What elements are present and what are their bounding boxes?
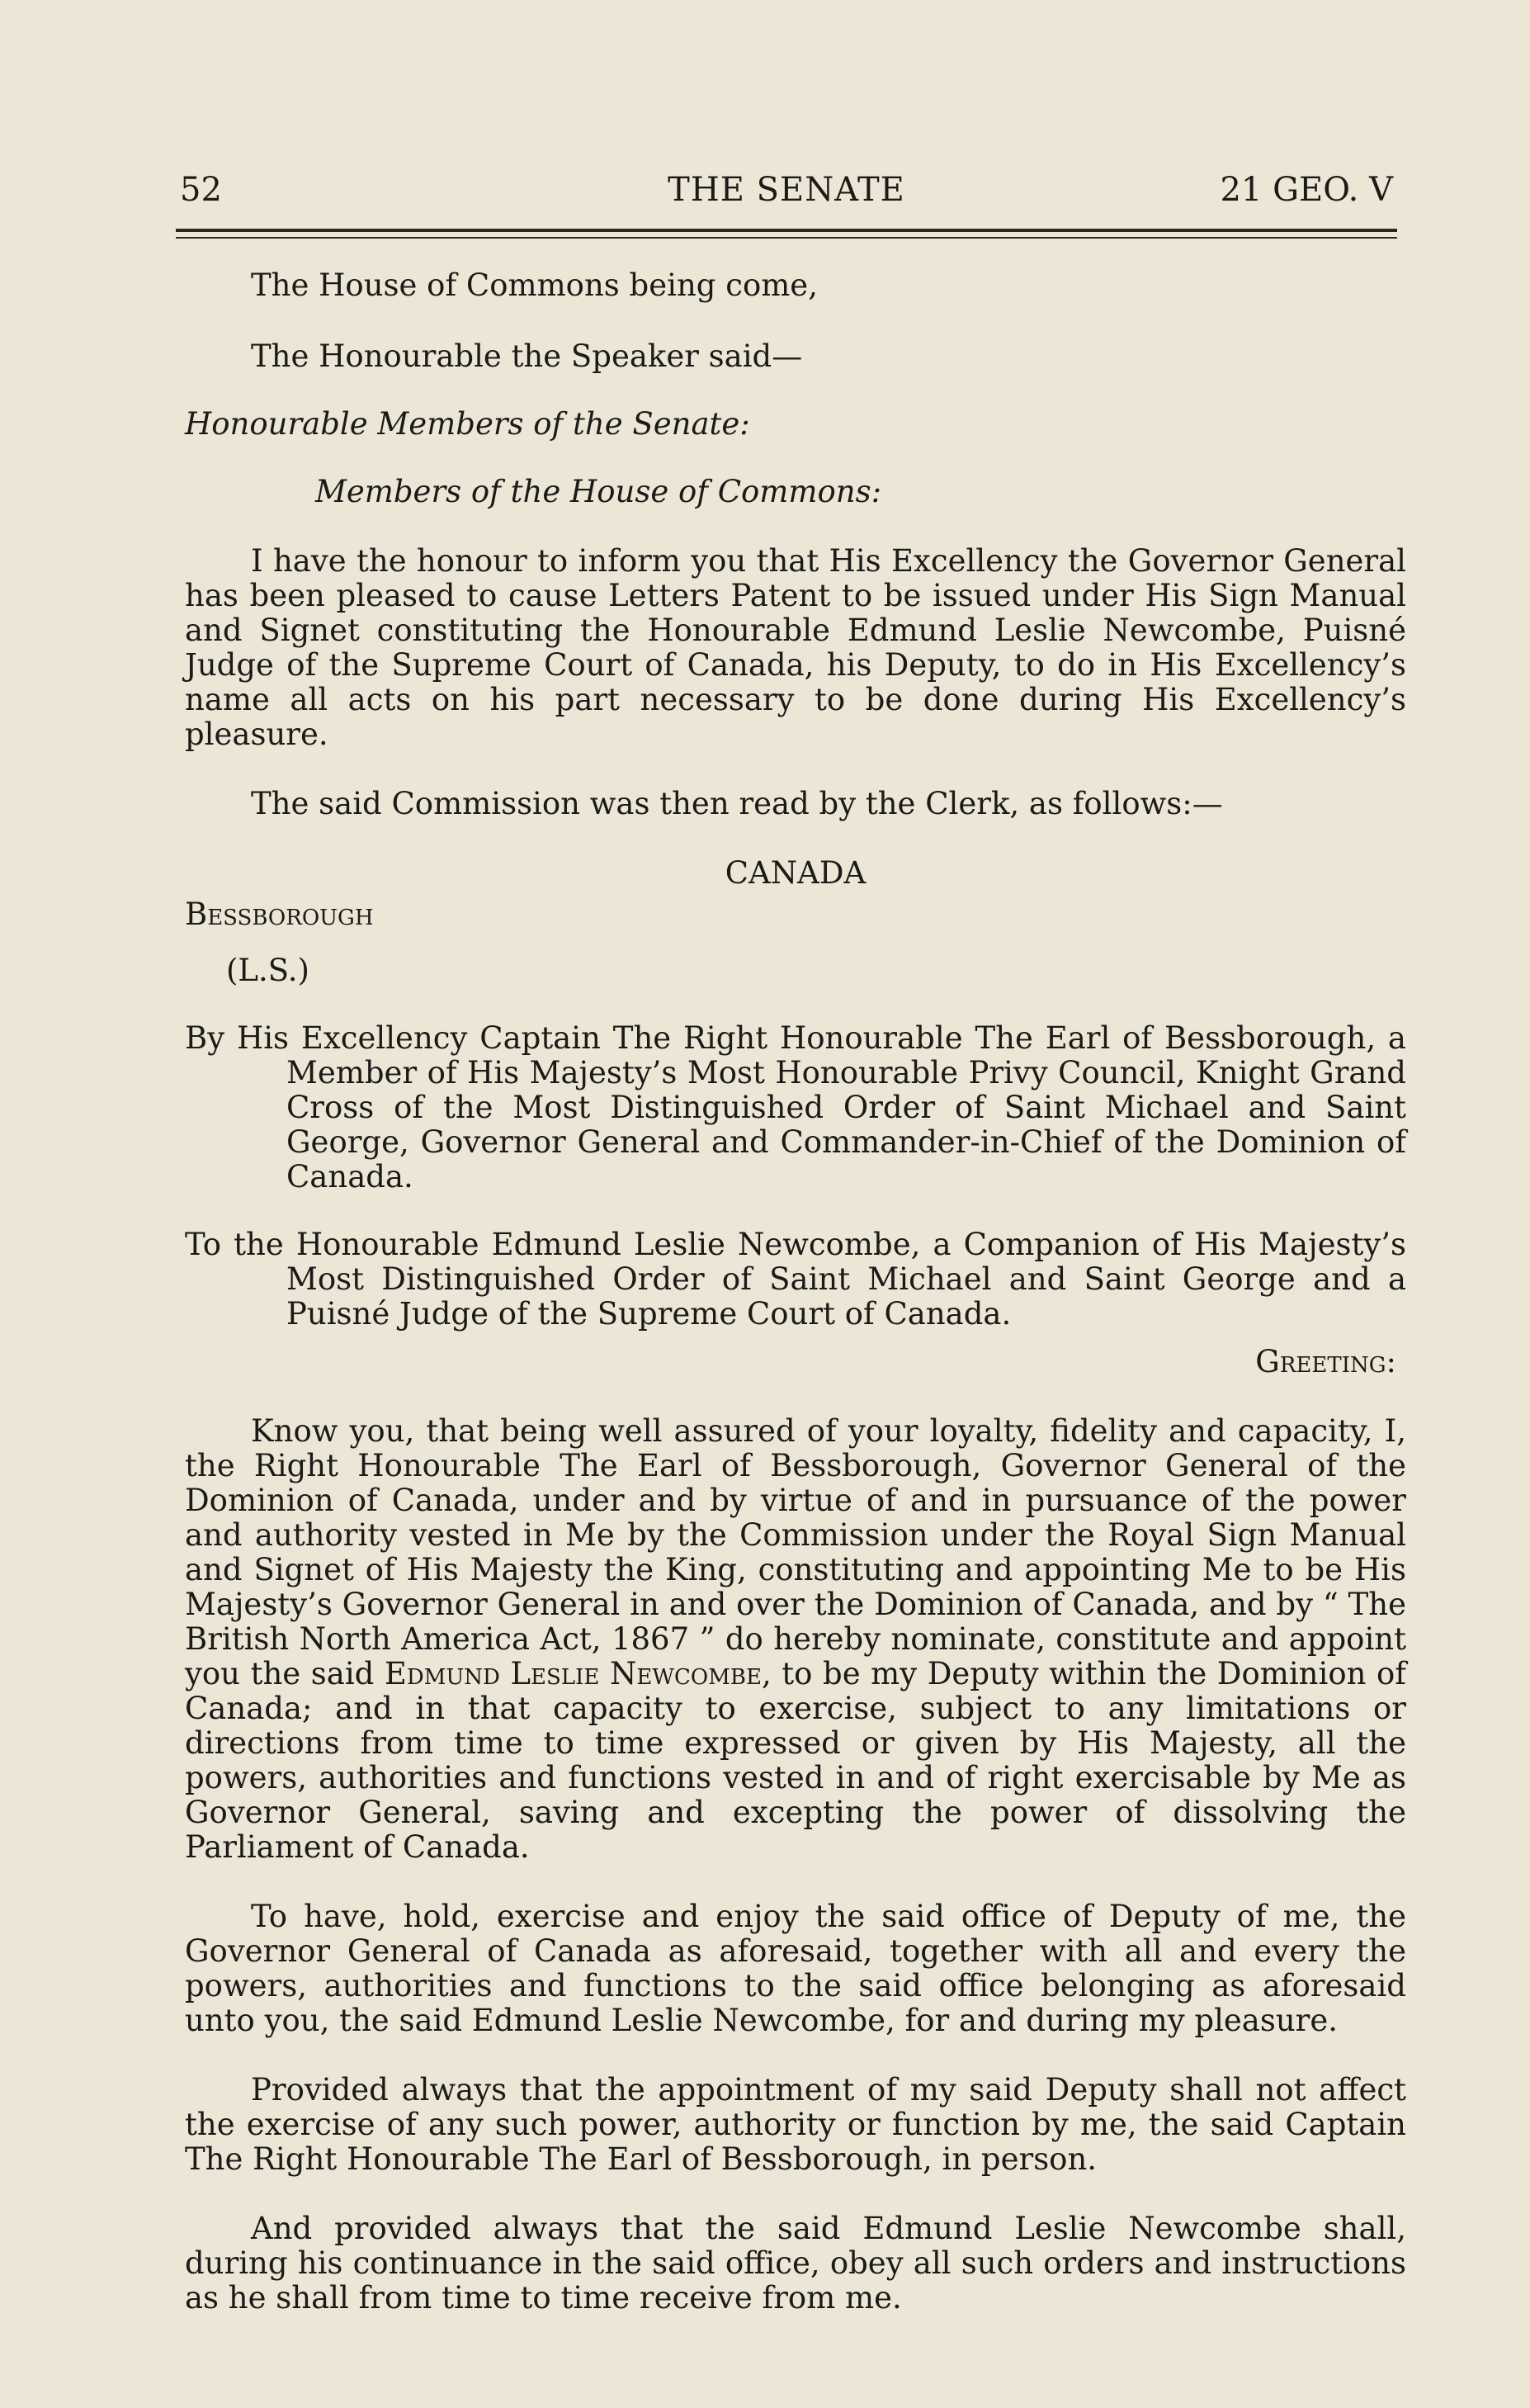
page-number: 52 (180, 171, 222, 209)
header-session: 21 GEO. V (1220, 171, 1393, 209)
paragraph-provided-1: Provided always that the appointment of my said Deputy shall not affect the exercise of any such power, authority or function by me, the said Captain The Right Honourable The Earl of Bessborough, in person. (185, 2072, 1406, 2177)
page-body (185, 268, 1406, 2316)
paragraph-commons-come: The House of Commons being come, (251, 267, 818, 303)
paragraph-to-have: To have, hold, exercise and enjoy the said office of Deputy of me, the Governor General of Canada as aforesaid, together with all and every the powers, authorities and functions to the said office belonging as aforesaid unto you, the said Edmund Leslie Newcombe, for and during my pleasure. (185, 1899, 1406, 2038)
paragraph-provided-2: And provided always that the said Edmund Leslie Newcombe shall, during his continuance in the said office, obey all such orders and instructions as he shall from time to time receive from me. (185, 2211, 1406, 2316)
heading-canada: CANADA (725, 855, 867, 891)
paragraph-commission-read: The said Commission was then read by the Clerk, as follows:— (251, 786, 1223, 821)
paragraph-to-honourable: To the Honourable Edmund Leslie Newcombe, a Companion of His Majesty’s Most Distinguished Order of Saint Michael and Saint George and a Puisné Judge of the Supreme Court of Canada. (185, 1227, 1406, 1332)
greeting: Greeting: (1255, 1344, 1396, 1379)
header-rule-thick (176, 229, 1397, 232)
know-you-name: Edmund Leslie Newcombe (384, 1656, 762, 1691)
know-you-part-1: Know you, that being well assured of your loyalty, fidelity and capacity, I, the Right Honourable The Earl of Bessborough, Governor General of the Dominion of Canada, under and by virtue of and in pursuance of the power and authority vested in Me by the Commission under the Royal Sign Manual and Signet of His Majesty the King, constituting and appointing Me to be His Majesty’s Governor General in and over the Dominion of Canada, and by “ The British North America Act, 1867 ” do hereby nominate, constitute and appoint you the said (185, 1413, 1406, 1691)
paragraph-speaker-said: The Honourable the Speaker said— (251, 338, 803, 374)
header-title: THE SENATE (668, 171, 905, 209)
address-commons: Members of the House of Commons: (315, 474, 882, 509)
header-rule-thin (176, 237, 1397, 239)
paragraph-honour-inform: I have the honour to inform you that His Excellency the Governor General has been pleased to cause Letters Patent to be issued under His Sign Manual and Signet constituting the Honourable Edmund Leslie Newcombe, Puisné Judge of the Supreme Court of Canada, his Deputy, to do in His Excellency’s name all acts on his part necessary to be done during His Excellency’s pleasure. (185, 543, 1406, 752)
running-header (180, 169, 1393, 211)
address-senate: Honourable Members of the Senate: (185, 406, 750, 442)
know-you-part-2: , to be my Deputy within the Dominion of Canada; and in that capacity to exercise, subject to any limitations or directions from time to time expressed or given by His Majesty, all the powers, authorities and functions vested in and of right exercisable by Me as Governor General, saving and excepting the power of dissolving the Parliament of Canada. (185, 1656, 1406, 1865)
seal-mark: (L.S.) (226, 953, 309, 988)
paragraph-know-you (185, 1414, 1406, 1865)
paragraph-by-excellency: By His Excellency Captain The Right Honourable The Earl of Bessborough, a Member of His Majesty’s Most Honourable Privy Council, Knight Grand Cross of the Most Distinguished Order of Saint Michael and Saint George, Governor General and Commander-in-Chief of the Dominion of Canada. (185, 1020, 1406, 1195)
signatory-name: Bessborough (185, 896, 374, 932)
